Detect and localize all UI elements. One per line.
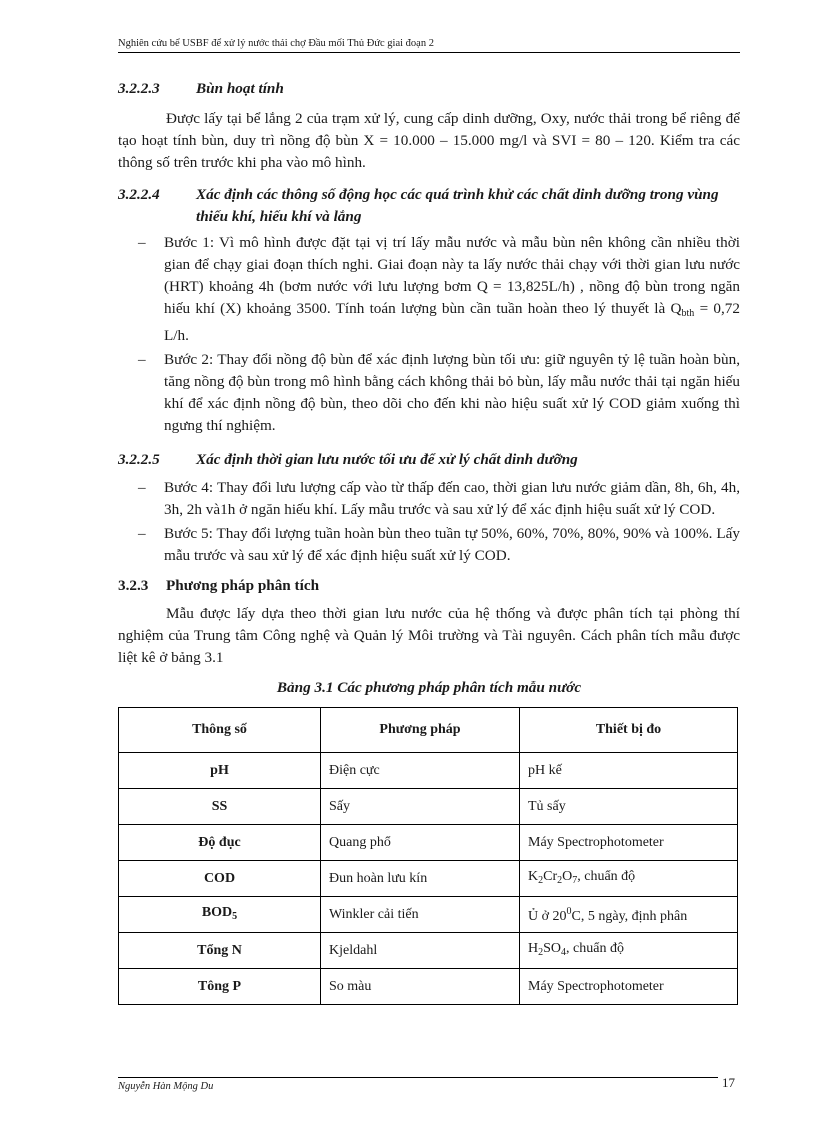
column-header-device: Thiết bị đo (520, 708, 738, 753)
formula-part: Cr (543, 868, 558, 884)
table-row (119, 753, 738, 789)
table-row (119, 897, 738, 933)
cell-parameter: SS (119, 789, 321, 825)
analysis-methods-table (118, 707, 738, 1005)
table-row (119, 789, 738, 825)
device-text: Ủ ở 20 (528, 909, 567, 924)
section-title: Xác định thời gian lưu nước tối ưu để xử lý chất dinh dưỡng (196, 451, 578, 468)
cell-device: Tủ sấy (520, 789, 738, 825)
section-number: 3.2.2.3 (118, 80, 160, 97)
step-5 (118, 523, 740, 567)
cell-device: Máy Spectrophotometer (520, 825, 738, 861)
cell-method: Điện cực (321, 753, 520, 789)
cell-device: pH kế (520, 753, 738, 789)
step-5-text: Bước 5: Thay đổi lượng tuần hoàn bùn theo tuần tự 50%, 60%, 70%, 80%, 90% và 100%. Lấy mẫu trước và sau xử lý để xác định hiệu suất xử lý COD. (164, 525, 740, 564)
footer-author: Nguyễn Hàn Mộng Du (118, 1081, 214, 1092)
table-row (119, 969, 738, 1005)
formula-subscript: 2 (538, 946, 544, 958)
column-header-parameter: Thông số (119, 708, 321, 753)
footer-divider (118, 1077, 718, 1078)
step-1-subscript: bth (681, 308, 695, 319)
page-header (118, 38, 740, 53)
section-title: Phương pháp phân tích (166, 577, 320, 594)
section-title: Xác định các thông số động học các quá trình khử các chất dinh dưỡng trong vùng thiếu khí, hiếu khí và lắng (196, 186, 719, 225)
section-3225-steps (118, 477, 740, 567)
device-text: C, 5 ngày, định phân (571, 909, 688, 924)
step-4-text: Bước 4: Thay đổi lưu lượng cấp vào từ thấp đến cao, thời gian lưu nước giảm dần, 8h, 6h, 4h, 3h, 2h và1h ở ngăn hiếu khí. Lấy mẫu trước và sau xử lý để xác định hiệu suất xử lý COD. (164, 479, 740, 518)
dash-bullet: – (138, 479, 146, 496)
cell-parameter: Độ đục (119, 825, 321, 861)
formula-part: , chuẩn độ (577, 868, 636, 884)
formula-subscript: 7 (572, 874, 578, 886)
section-323-paragraph: Mẫu được lấy dựa theo thời gian lưu nước của hệ thống và được phân tích tại phòng thí nghiệm của Trung tâm Công nghệ và Quản lý Môi trường và Tài nguyên. Cách phân tích mẫu được liệt kê ở bảng 3.1 (118, 605, 740, 666)
formula-part: K (528, 868, 539, 884)
cell-device (520, 933, 738, 969)
param-text: BOD (201, 904, 233, 920)
table-caption: Bảng 3.1 Các phương pháp phân tích mẫu nước (276, 679, 582, 696)
formula-subscript: 4 (561, 946, 567, 958)
dash-bullet: – (138, 234, 146, 251)
cell-method: Quang phổ (321, 825, 520, 861)
cell-method: Winkler cải tiến (321, 897, 520, 933)
section-title: Bùn hoạt tính (196, 80, 284, 97)
dash-bullet: – (138, 525, 146, 542)
cell-method: Đun hoàn lưu kín (321, 861, 520, 897)
table-row (119, 933, 738, 969)
dash-bullet: – (138, 351, 146, 368)
cell-parameter: Tông P (119, 969, 321, 1005)
param-subscript: 5 (232, 910, 238, 922)
device-superscript: 0 (566, 906, 572, 917)
cell-parameter: Tổng N (119, 933, 321, 969)
step-1-text-end: = 0,72 L/h. (164, 300, 740, 344)
header-title: Nghiên cứu bể USBF để xử lý nước thải chợ Đầu mối Thủ Đức giai đoạn 2 (118, 38, 434, 49)
cell-method: Sấy (321, 789, 520, 825)
section-3223-paragraph: Được lấy tại bể lắng 2 của trạm xử lý, cung cấp dinh dưỡng, Oxy, nước thải trong bể riêng để tạo hoạt tính bùn, duy trì nồng độ bùn X = 10.000 – 15.000 mg/l và SVI = 80 – 120. Kiểm tra các thông số trên trước khi pha vào mô hình. (118, 110, 740, 171)
formula-part: O (562, 868, 573, 884)
column-header-method: Phương pháp (321, 708, 520, 753)
table-row (119, 825, 738, 861)
cell-device (520, 861, 738, 897)
section-323-heading (118, 575, 740, 597)
cell-method: So màu (321, 969, 520, 1005)
cell-device: Máy Spectrophotometer (520, 969, 738, 1005)
cell-parameter (119, 897, 321, 933)
section-3224-heading (118, 184, 740, 228)
section-number: 3.2.3 (118, 577, 149, 594)
formula-subscript: 2 (538, 874, 544, 886)
cell-parameter: COD (119, 861, 321, 897)
cell-device (520, 897, 738, 933)
cell-parameter: pH (119, 753, 321, 789)
table-row (119, 861, 738, 897)
section-3225-heading (118, 449, 740, 471)
step-4 (118, 477, 740, 521)
table-header-row (119, 708, 738, 753)
section-3224-steps (118, 232, 740, 437)
step-1-text: Bước 1: Vì mô hình được đặt tại vị trí lấy mẫu nước và mẫu bùn nên không cần nhiều thời gian để chạy giai đoạn thích nghi. Giai đoạn này ta lấy nước thải chạy với thời gian lưu nước (HRT) khoảng 4h (bơm nước với lưu lượng bơm Q = 13,825L/h) , nồng độ bùn trong ngăn hiếu khí (X) khoảng 3500. Tính toán lượng bùn cần tuần hoàn theo lý thuyết là Q (164, 234, 740, 317)
step-2-text: Bước 2: Thay đổi nồng độ bùn để xác định lượng bùn tối ưu: giữ nguyên tỷ lệ tuần hoàn bùn, tăng nồng độ bùn trong mô hình bằng cách không thải bỏ bùn, lấy mẫu nước thải tại ngăn hiếu khí để xác định nồng độ bùn, theo dõi cho đến khi nào hiệu suất xử lý COD giảm xuống thì ngưng thí nghiệm. (164, 351, 740, 434)
section-3223-heading (118, 78, 740, 100)
formula-part: H (528, 940, 539, 956)
cell-method: Kjeldahl (321, 933, 520, 969)
step-2 (118, 349, 740, 437)
formula-part: SO (543, 940, 562, 956)
page-content (118, 78, 740, 1005)
step-1 (118, 232, 740, 347)
section-number: 3.2.2.4 (118, 186, 160, 203)
formula-part: , chuẩn độ (566, 940, 624, 956)
page-number: 17 (722, 1075, 735, 1090)
section-number: 3.2.2.5 (118, 451, 160, 468)
formula-subscript: 2 (557, 874, 563, 886)
